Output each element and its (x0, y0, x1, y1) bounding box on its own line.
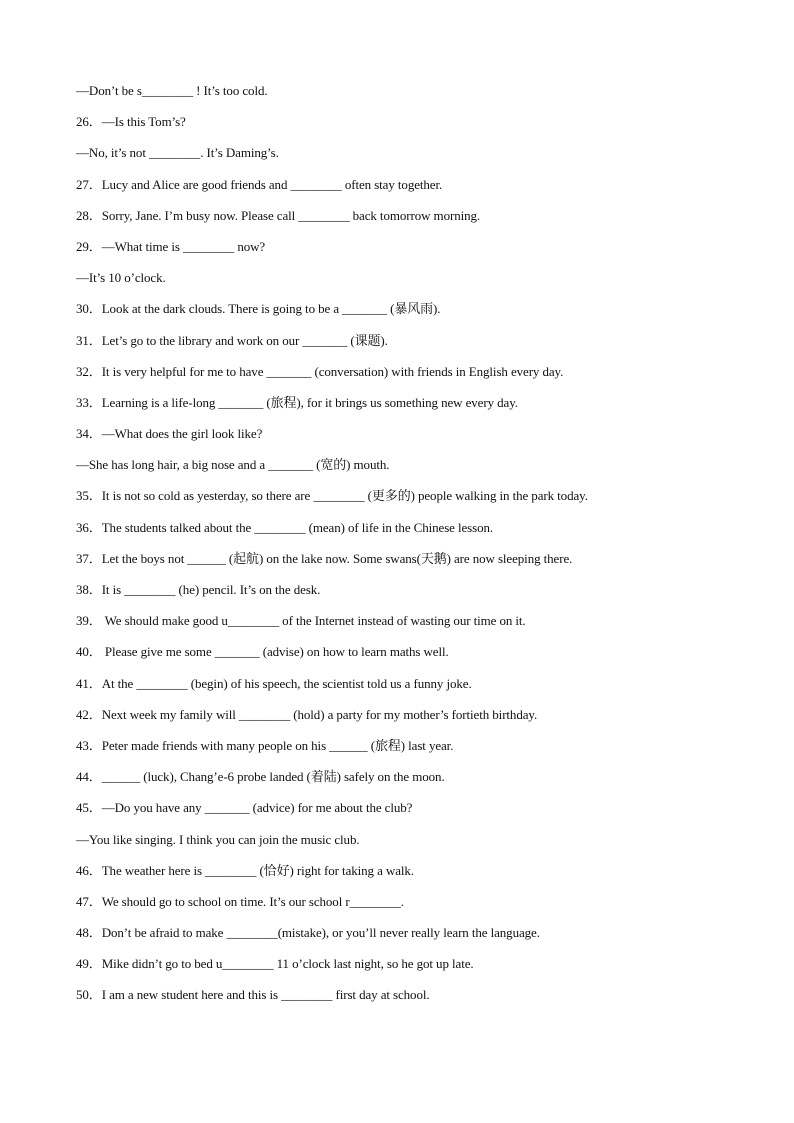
question-35: 35．It is not so cold as yesterday, so there are ________ (更多的) people walking in the park today. (76, 488, 588, 504)
question-33: 33．Learning is a life-long _______ (旅程), for it brings us something new every day. (76, 394, 518, 410)
question-43: 43．Peter made friends with many people on his ______ (旅程) last year. (76, 737, 454, 753)
question-32: 32．It is very helpful for me to have _______ (conversation) with friends in English every day. (76, 363, 564, 379)
question-37: 37．Let the boys not ______ (起航) on the lake now. Some swans(天鹅) are now sleeping there. (76, 550, 573, 566)
question-45: 45．—Do you have any _______ (advice) for me about the club? (76, 800, 413, 816)
question-25-reply: —Don’t be s________ ! It’s too cold. (76, 83, 268, 98)
question-49: 49．Mike didn’t go to bed u________ 11 o’clock last night, so he got up late. (76, 956, 474, 972)
question-36: 36．The students talked about the ________ (mean) of life in the Chinese lesson. (76, 519, 494, 535)
question-34-reply: —She has long hair, a big nose and a _______ (宽的) mouth. (76, 457, 390, 473)
question-29: 29．—What time is ________ now? (76, 238, 266, 254)
question-44: 44．______ (luck), Chang’e-6 probe landed (着陆) safely on the moon. (76, 769, 445, 785)
exercise-list (76, 81, 756, 1017)
question-48: 48．Don’t be afraid to make ________(mistake), or you’ll never really learn the language. (76, 925, 540, 941)
question-45-reply: —You like singing. I think you can join the music club. (76, 831, 360, 847)
question-29-reply: —It’s 10 o’clock. (76, 270, 166, 286)
question-26-reply: —No, it’s not ________. It’s Daming’s. (76, 145, 279, 161)
question-42: 42．Next week my family will ________ (hold) a party for my mother’s fortieth birthday. (76, 706, 538, 722)
question-31: 31．Let’s go to the library and work on our _______ (课题). (76, 332, 388, 348)
question-46: 46．The weather here is ________ (恰好) right for taking a walk. (76, 862, 414, 878)
question-38: 38．It is ________ (he) pencil. It’s on the desk. (76, 582, 321, 597)
question-27: 27．Lucy and Alice are good friends and ________ often stay together. (76, 176, 443, 192)
question-28: 28．Sorry, Jane. I’m busy now. Please call ________ back tomorrow morning. (76, 207, 481, 223)
question-47: 47．We should go to school on time. It’s our school r________. (76, 893, 404, 909)
question-30: 30．Look at the dark clouds. There is going to be a _______ (暴风雨). (76, 301, 441, 317)
question-50: 50．I am a new student here and this is ________ first day at school. (76, 987, 430, 1003)
question-26: 26．—Is this Tom’s? (76, 114, 186, 130)
question-39: 39． We should make good u________ of the Internet instead of wasting our time on it. (76, 613, 526, 629)
question-34: 34．—What does the girl look like? (76, 426, 263, 442)
question-40: 40． Please give me some _______ (advise) on how to learn maths well. (76, 644, 449, 660)
question-41: 41．At the ________ (begin) of his speech, the scientist told us a funny joke. (76, 675, 472, 691)
